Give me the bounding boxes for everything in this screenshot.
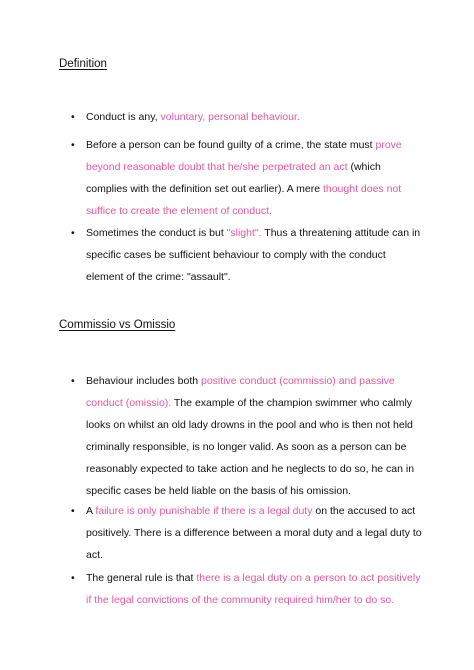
list-item (71, 370, 424, 502)
bullet-icon: • (71, 375, 75, 387)
list-item-text (71, 134, 424, 222)
bullet-icon: • (71, 111, 75, 123)
list-item (71, 222, 424, 288)
bullet-icon: • (71, 505, 75, 517)
list-item (71, 567, 424, 611)
highlighted-text: failure is only punishable if there is a legal duty (95, 505, 313, 517)
highlighted-text: "slight". (226, 227, 262, 239)
list-item-text (71, 106, 424, 128)
text-span: Conduct is any, (86, 111, 161, 123)
list-item-text (71, 500, 424, 566)
list-item-text (71, 222, 424, 288)
highlighted-text: there is a legal duty on a person to act positively if the legal convictions of the community required him/her to do so. (86, 572, 421, 606)
text-span: The general rule is that (86, 572, 197, 584)
text-span: (which complies with the definition set out earlier). A mere (86, 161, 381, 195)
highlighted-text: voluntary, personal behaviour. (160, 111, 300, 123)
bullet-icon: • (71, 139, 75, 151)
list-item-text (71, 370, 424, 502)
bullet-icon: • (71, 572, 75, 584)
text-span: Sometimes the conduct is but (86, 227, 227, 239)
section-heading-definition: Definition (59, 58, 107, 70)
list-item-text (71, 567, 424, 611)
text-span: The example of the champion swimmer who calmly looks on whilst an old lady drowns in the pool and who is then not held criminally responsible, is no longer valid. As soon as a person can be reasonably expected to take action and he neglects to do so, he can in specific cases be held liable on the basis of his omission. (86, 397, 415, 497)
text-span: Thus a threatening attitude can in specific cases be sufficient behaviour to comply with the conduct element of the crime: "assault". (86, 227, 421, 283)
section-heading-commissio: Commissio vs Omissio (59, 319, 176, 331)
text-span: A (86, 505, 96, 517)
list-item (71, 134, 424, 222)
highlighted-text: positive conduct (commissio) and passive conduct (omissio). (86, 375, 395, 409)
highlighted-text: prove beyond reasonable doubt that he/she perpetrated an act (86, 139, 402, 173)
highlighted-text: thought does not suffice to create the element of conduct. (86, 183, 402, 217)
text-span: Behaviour includes both (86, 375, 201, 387)
text-span: Before a person can be found guilty of a crime, the state must (86, 139, 376, 151)
list-item (71, 500, 424, 566)
bullet-icon: • (71, 227, 75, 239)
list-item (71, 106, 424, 128)
text-span: on the accused to act positively. There is a difference between a moral duty and a legal duty to act. (86, 505, 422, 561)
